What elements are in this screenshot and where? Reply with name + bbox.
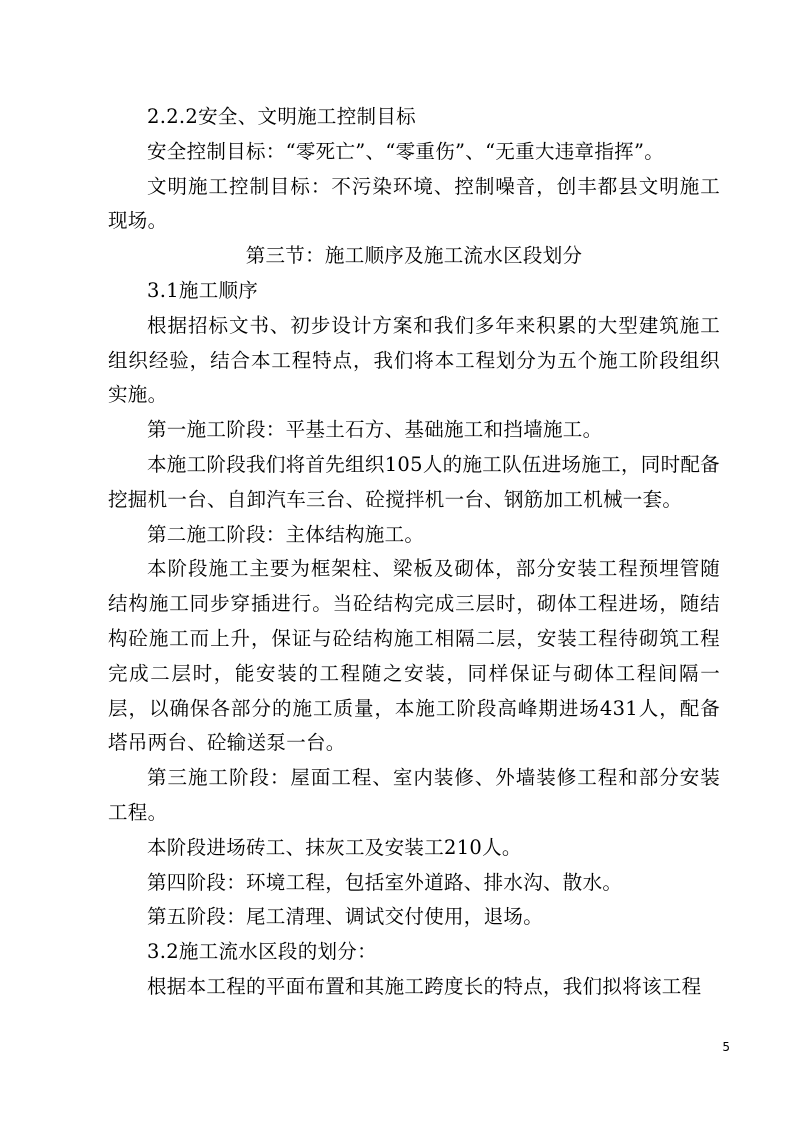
section-heading-construction-sequence: 第三节：施工顺序及施工流水区段划分: [245, 244, 583, 268]
paragraph-civilized-construction-goal: 文明施工控制目标：不污染环境、控制噪音，创丰都县文明施工现场。: [108, 174, 720, 233]
document-body: [108, 100, 720, 1005]
subsection-heading-flow-sections: 3.2施工流水区段的划分：: [147, 940, 377, 964]
paragraph-phase-four: 第四阶段：环境工程，包括室外道路、排水沟、散水。: [147, 870, 623, 894]
paragraph-safety-control-goal: 安全控制目标：“零死亡”、“零重伤”、“无重大违章指挥”。: [147, 139, 665, 163]
paragraph-phase-one-detail: 本施工阶段我们将首先组织105人的施工队伍进场施工，同时配备挖掘机一台、自卸汽车三台、砼搅拌机一台、钢筋加工机械一套。: [108, 452, 720, 511]
paragraph-phase-two-detail: 本阶段施工主要为框架柱、梁板及砌体，部分安装工程预埋管随结构施工同步穿插进行。当砼结构完成三层时，砌体工程进场，随结构砼施工而上升，保证与砼结构施工相隔二层，安装工程待砌筑工程完成二层时，能安装的工程随之安装，同样保证与砌体工程间隔一层，以确保各部分的施工质量，本施工阶段高峰期进场431人，配备塔吊两台、砼输送泵一台。: [108, 557, 720, 755]
paragraph-five-phases-intro: 根据招标文书、初步设计方案和我们多年来积累的大型建筑施工组织经验，结合本工程特点，我们将本工程划分为五个施工阶段组织实施。: [108, 313, 720, 407]
paragraph-phase-two-title: 第二施工阶段：主体结构施工。: [147, 522, 425, 546]
page-number: 5: [722, 1040, 730, 1054]
paragraph-phase-three-detail: 本阶段进场砖工、抹灰工及安装工210人。: [147, 835, 522, 859]
paragraph-flow-sections-intro: 根据本工程的平面布置和其施工跨度长的特点，我们拟将该工程: [147, 974, 702, 998]
paragraph-phase-five: 第五阶段：尾工清理、调试交付使用，退场。: [147, 905, 544, 929]
paragraph-phase-three-title: 第三施工阶段：屋面工程、室内装修、外墙装修工程和部分安装工程。: [108, 766, 720, 824]
subsection-heading-construction-order: 3.1施工顺序: [147, 278, 259, 302]
subsection-heading-safety-goals: 2.2.2安全、文明施工控制目标: [147, 105, 416, 128]
paragraph-phase-one-title: 第一施工阶段：平基土石方、基础施工和挡墙施工。: [147, 418, 603, 442]
